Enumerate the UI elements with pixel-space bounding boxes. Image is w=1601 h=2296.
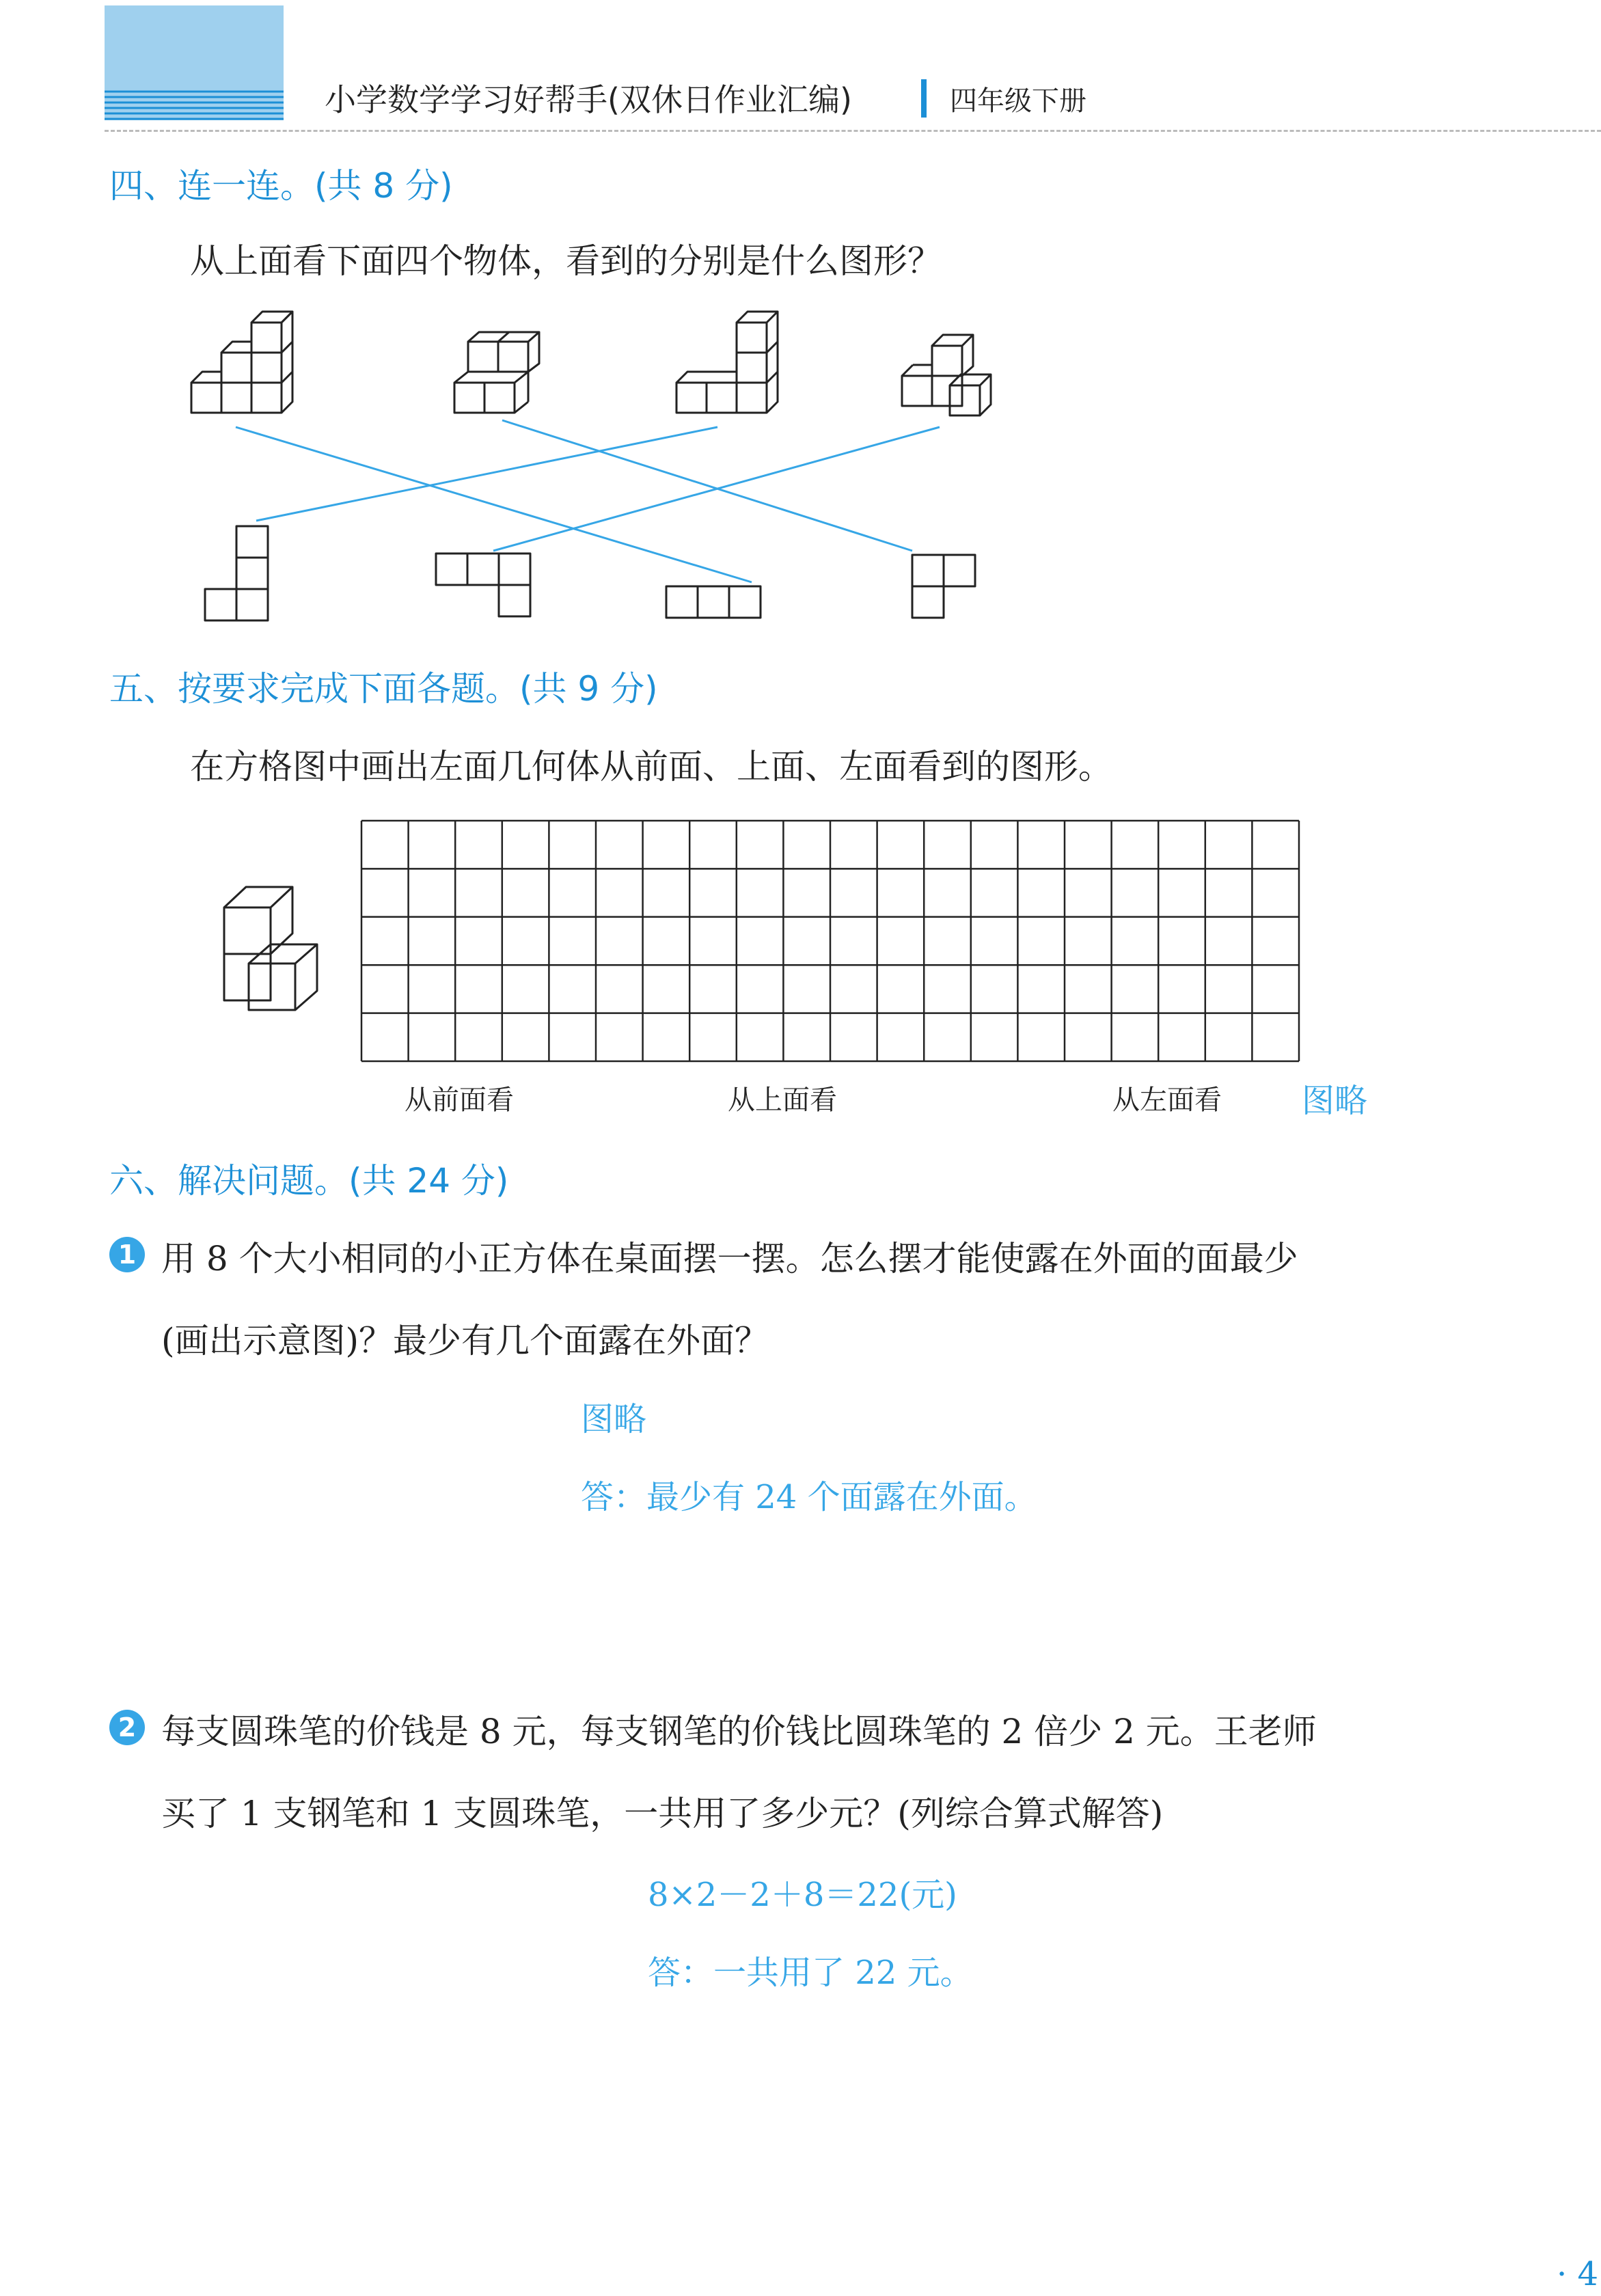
book-title: 小学数学学习好帮手(双休日作业汇编) [325,81,852,118]
view-b [436,554,530,616]
label-top-view: 从上面看 [728,1084,837,1116]
header-separator [921,79,927,118]
q2-answer: 答：一共用了 22 元。 [648,1954,973,1992]
q1-answer: 答：最少有 24 个面露在外面。 [581,1478,1037,1516]
q1-number: 1 [118,1240,137,1270]
object-4-cubes [902,335,991,415]
q2-line1: 每支圆珠笔的价钱是 8 元，每支钢笔的价钱比圆珠笔的 2 倍少 2 元。王老师 [161,1712,1317,1751]
header-divider [105,130,1601,132]
grid-paper [359,818,1302,1064]
section5-answer: 图略 [1302,1082,1368,1120]
object-3-cubes [676,312,778,413]
page-number: · 4 [1557,2255,1599,2293]
view-d [912,555,975,618]
geometric-solid [219,882,342,1018]
label-left-view: 从左面看 [1112,1084,1222,1116]
section5-question: 在方格图中画出左面几何体从前面、上面、左面看到的图形。 [190,747,1112,787]
q1-answer-figure: 图略 [581,1400,647,1438]
matching-figure [178,301,1039,629]
object-1-cubes [191,312,292,413]
header-decor-stripes [105,87,284,120]
q2-answer-equation: 8×2－2＋8＝22(元) [648,1876,957,1914]
q1-line2: (画出示意图)？最少有几个面露在外面？ [161,1321,769,1361]
q1-line1: 用 8 个大小相同的小正方体在桌面摆一摆。怎么摆才能使露在外面的面最少 [161,1239,1298,1279]
q2-line2: 买了 1 支钢笔和 1 支圆珠笔，一共用了多少元？(列综合算式解答) [161,1794,1164,1833]
view-a [205,526,268,620]
section5-title: 五、按要求完成下面各题。(共 9 分) [109,669,658,709]
answer-lines [236,420,940,582]
object-2-cubes [454,332,539,413]
section6-title: 六、解决问题。(共 24 分) [109,1161,509,1201]
label-front-view: 从前面看 [405,1084,514,1116]
section4-title: 四、连一连。(共 8 分) [109,166,453,206]
view-c [666,586,761,618]
section4-question: 从上面看下面四个物体，看到的分别是什么图形？ [190,241,942,281]
grade-label: 四年级下册 [950,85,1086,117]
q2-number: 2 [118,1712,137,1742]
